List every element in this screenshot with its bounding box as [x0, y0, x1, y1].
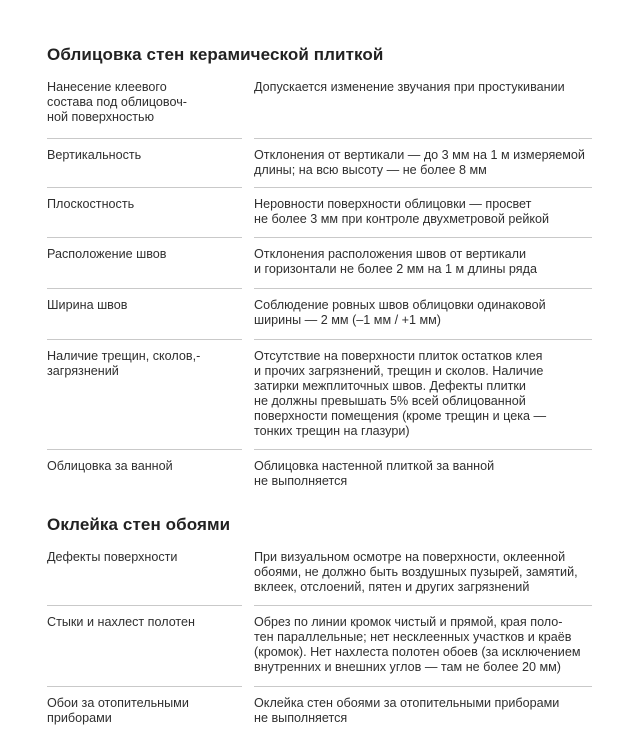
requirement-name — [47, 696, 254, 726]
requirement-name — [47, 349, 254, 439]
requirement-text — [254, 459, 592, 489]
table-row — [47, 450, 592, 489]
table-row — [47, 289, 592, 339]
requirement-text — [254, 197, 592, 227]
text-line: Неровности поверхности облицовки — просвет — [254, 197, 532, 211]
divider-line — [47, 138, 242, 139]
text-line: Допускается изменение звучания при простукивании — [254, 80, 565, 94]
text-line: При визуальном осмотре на поверхности, оклеенной — [254, 550, 566, 564]
row-divider — [47, 605, 592, 606]
requirement-text — [254, 615, 592, 675]
text-line: не должны превышать 5% всей облицованной — [254, 394, 526, 408]
divider-line — [254, 237, 592, 238]
text-line: Ширина швов — [47, 298, 128, 312]
text-line: тонких трещин на глазури) — [254, 424, 410, 438]
requirement-text — [254, 349, 592, 439]
table-row — [47, 550, 592, 605]
text-line: и горизонтали не более 2 мм на 1 м длины ряда — [254, 262, 537, 276]
text-line: не более 3 мм при контроле двухметровой рейкой — [254, 212, 550, 226]
requirement-text — [254, 298, 592, 328]
requirement-name — [47, 247, 254, 277]
text-line: ширины — 2 мм (–1 мм / +1 мм) — [254, 313, 441, 327]
divider-line — [254, 449, 592, 450]
table-row — [47, 139, 592, 187]
text-line: (кромок). Нет нахлеста полотен обоев (за исключением — [254, 645, 581, 659]
divider-line — [47, 686, 242, 687]
row-divider — [47, 686, 592, 687]
text-line: Расположение швов — [47, 247, 167, 261]
table-row — [47, 340, 592, 449]
table-row — [47, 238, 592, 288]
text-line: Соблюдение ровных швов облицовки одинаковой — [254, 298, 546, 312]
requirement-name — [47, 148, 254, 178]
text-line: затирки межплиточных швов. Дефекты плитки — [254, 379, 526, 393]
text-line: обоями, не должно быть воздушных пузырей, замятий, — [254, 565, 578, 579]
text-line: Отклонения от вертикали — до 3 мм на 1 м измеряемой — [254, 148, 585, 162]
text-line: поверхности помещения (кроме трещин и цека — — [254, 409, 547, 423]
divider-line — [254, 138, 592, 139]
text-line: Обрез по линии кромок чистый и прямой, края поло- — [254, 615, 563, 629]
divider-line — [254, 605, 592, 606]
divider-line — [254, 686, 592, 687]
text-line: Отклонения расположения швов от вертикали — [254, 247, 527, 261]
text-line: длины; на всю высоту — не более 8 мм — [254, 163, 487, 177]
requirement-text — [254, 696, 592, 726]
divider-line — [254, 288, 592, 289]
requirement-text — [254, 247, 592, 277]
text-line: Вертикальность — [47, 148, 142, 162]
row-divider — [47, 237, 592, 238]
section-wallpaper — [47, 514, 592, 726]
requirement-name — [47, 615, 254, 675]
text-line: Стыки и нахлест полотен — [47, 615, 196, 629]
text-line: Облицовка настенной плиткой за ванной — [254, 459, 495, 473]
requirement-text — [254, 80, 592, 125]
requirement-name — [47, 197, 254, 227]
table-row — [47, 606, 592, 686]
text-line: Оклейка стен обоями за отопительными приборами — [254, 696, 560, 710]
row-divider — [47, 187, 592, 188]
text-line: загрязнений — [47, 364, 119, 378]
table-row — [47, 687, 592, 726]
requirement-name — [47, 80, 254, 125]
divider-line — [254, 187, 592, 188]
divider-line — [47, 605, 242, 606]
text-line: Облицовка за ванной — [47, 459, 173, 473]
text-line: Наличие трещин, сколов,- — [47, 349, 201, 363]
text-line: ной поверхностью — [47, 110, 155, 124]
table-row — [47, 80, 592, 138]
text-line: Обои за отопительными — [47, 696, 189, 710]
text-line: не выполняется — [254, 711, 348, 725]
text-line: состава под облицовоч- — [47, 95, 187, 109]
row-divider — [47, 339, 592, 340]
divider-line — [47, 187, 242, 188]
text-line: вклеек, отслоений, пятен и других загрязнений — [254, 580, 530, 594]
divider-line — [47, 339, 242, 340]
text-line: приборами — [47, 711, 112, 725]
requirement-text — [254, 148, 592, 178]
text-line: и прочих загрязнений, трещин и сколов. Наличие — [254, 364, 544, 378]
row-divider — [47, 138, 592, 139]
requirements-table — [47, 550, 592, 726]
text-line: Отсутствие на поверхности плиток остатков клея — [254, 349, 543, 363]
section-title: Облицовка стен керамической плиткой — [47, 45, 384, 64]
requirement-text — [254, 550, 592, 595]
row-divider — [47, 288, 592, 289]
requirement-name — [47, 550, 254, 595]
requirements-table — [47, 80, 592, 489]
text-line: не выполняется — [254, 474, 348, 488]
section-title: Оклейка стен обоями — [47, 515, 231, 534]
divider-line — [47, 288, 242, 289]
text-line: Дефекты поверхности — [47, 550, 178, 564]
divider-line — [47, 449, 242, 450]
divider-line — [47, 237, 242, 238]
requirement-name — [47, 459, 254, 489]
text-line: Плоскостность — [47, 197, 135, 211]
table-row — [47, 188, 592, 237]
row-divider — [47, 449, 592, 450]
section-tiling — [47, 44, 592, 489]
text-line: Нанесение клеевого — [47, 80, 167, 94]
requirement-name — [47, 298, 254, 328]
text-line: внутренних и внешних углов — там не более 20 мм) — [254, 660, 561, 674]
text-line: тен параллельные; нет несклеенных участков и краёв — [254, 630, 572, 644]
divider-line — [254, 339, 592, 340]
